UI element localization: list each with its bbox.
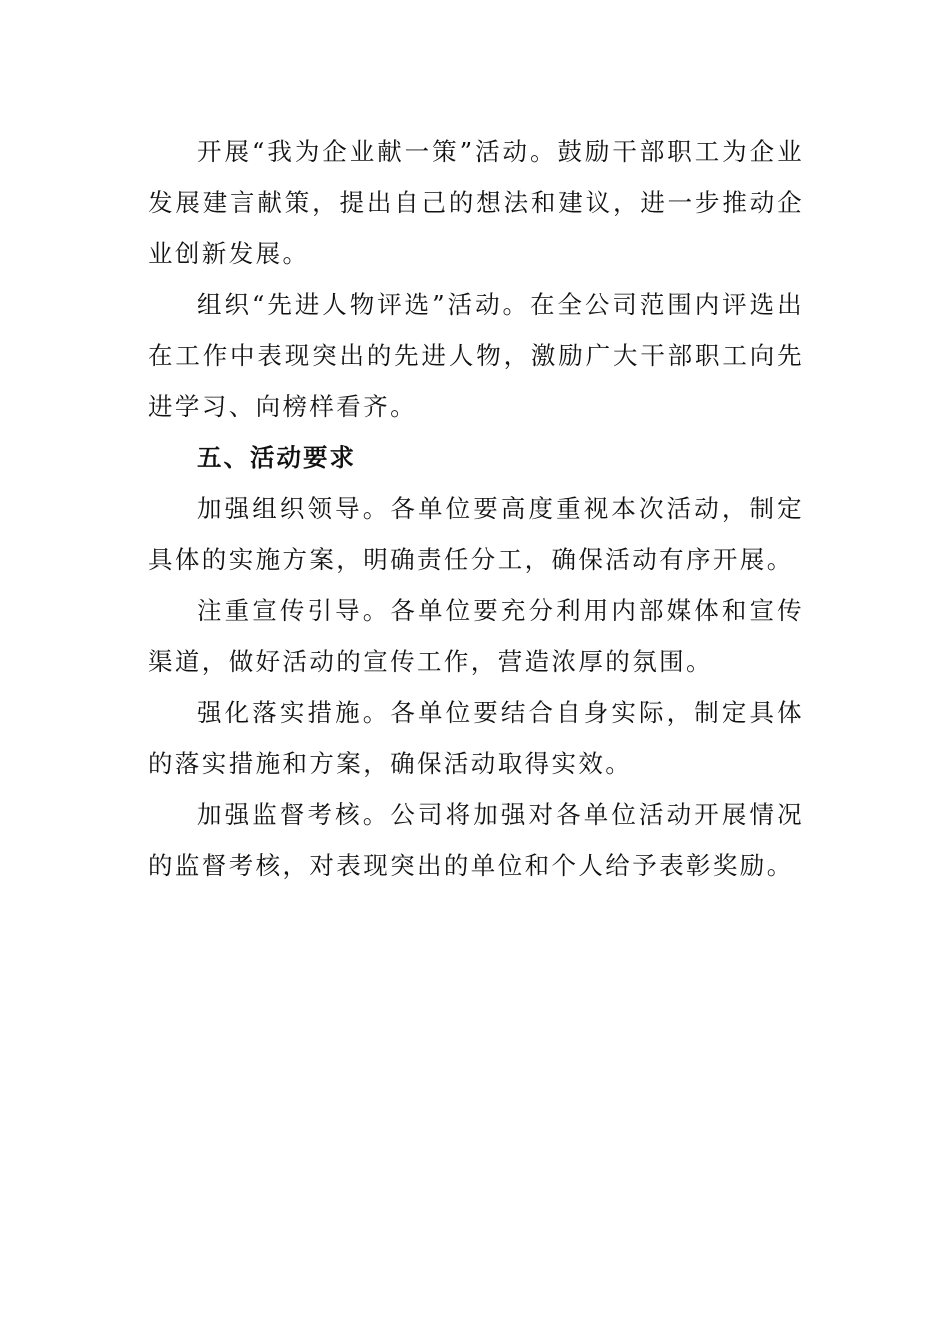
section-heading-activity-requirements: 五、活动要求 <box>197 443 356 472</box>
paragraph-suggestion-activity: 开展“我为企业献一策”活动。鼓励干部职工为企业发展建言献策，提出自己的想法和建议，进一步推动企业创新发展。 <box>148 137 804 268</box>
paragraph-requirement-supervision: 加强监督考核。公司将加强对各单位活动开展情况的监督考核，对表现突出的单位和个人给予表彰奖励。 <box>148 800 804 880</box>
document-body <box>148 126 804 891</box>
paragraph-advanced-person-selection: 组织“先进人物评选”活动。在全公司范围内评选出在工作中表现突出的先进人物，激励广大干部职工向先进学习、向榜样看齐。 <box>148 290 804 421</box>
paragraph-requirement-organization: 加强组织领导。各单位要高度重视本次活动，制定具体的实施方案，明确责任分工，确保活动有序开展。 <box>148 494 804 574</box>
paragraph-requirement-implementation: 强化落实措施。各单位要结合自身实际，制定具体的落实措施和方案，确保活动取得实效。 <box>148 698 804 778</box>
paragraph-requirement-publicity: 注重宣传引导。各单位要充分利用内部媒体和宣传渠道，做好活动的宣传工作，营造浓厚的氛围。 <box>148 596 804 676</box>
